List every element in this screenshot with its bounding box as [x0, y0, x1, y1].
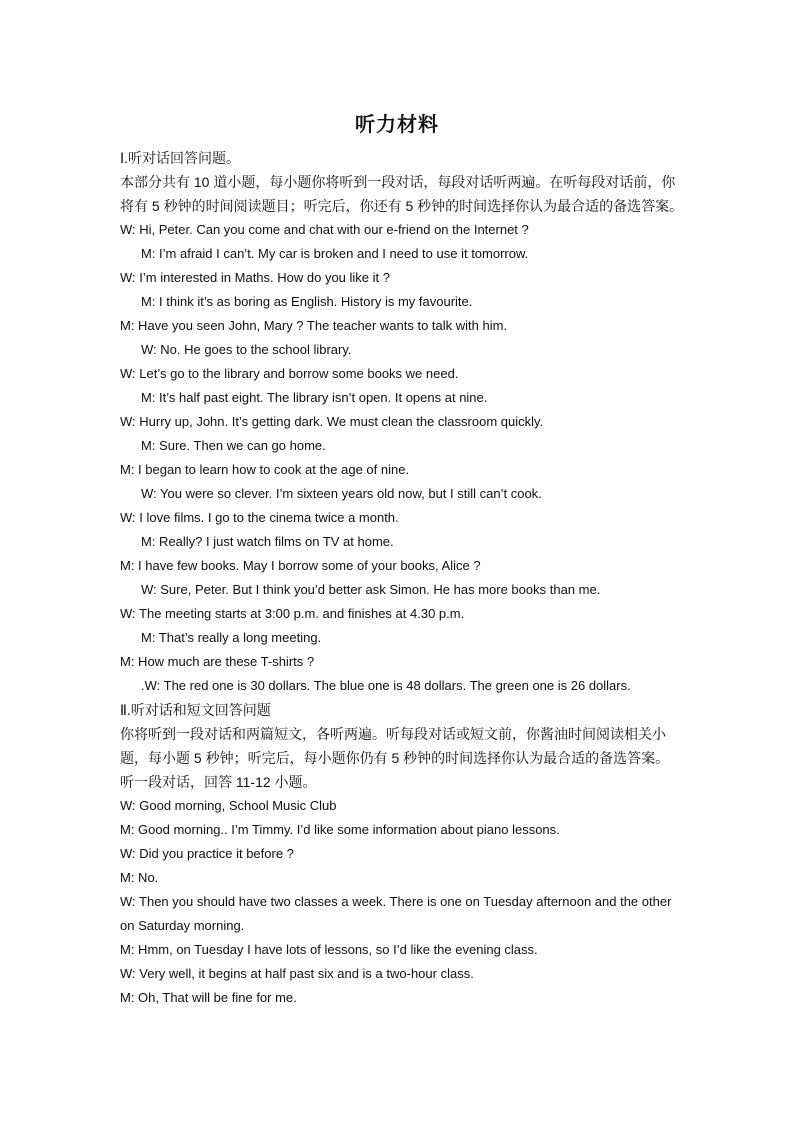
dialogue-line: M: It’s half past eight. The library isn’t open. It opens at nine. — [141, 390, 488, 405]
dialogue-line: M: I think it’s as boring as English. History is my favourite. — [141, 294, 473, 309]
dialogue-line: M: I’m afraid I can’t. My car is broken and I need to use it tomorrow. — [141, 246, 529, 261]
instruction-line: 听一段对话，回答 11-12 小题。 — [120, 774, 317, 790]
dialogue-line: W: I’m interested in Maths. How do you like it ? — [120, 270, 390, 285]
dialogue-line: W: Did you practice it before ? — [120, 846, 294, 861]
dialogue-line: M: Have you seen John, Mary ? The teacher wants to talk with him. — [120, 318, 508, 333]
dialogue-line: W: You were so clever. I’m sixteen years old now, but I still can’t cook. — [141, 486, 542, 501]
dialogue-line: W: I love films. I go to the cinema twice a month. — [120, 510, 399, 525]
dialogue-line: W: Hurry up, John. It’s getting dark. We must clean the classroom quickly. — [120, 414, 544, 429]
dialogue-line: W: Hi, Peter. Can you come and chat with our e-friend on the Internet ? — [120, 222, 529, 237]
instruction-line: Ⅰ.听对话回答问题。 — [120, 150, 241, 166]
dialogue-line: M: Good morning.. I’m Timmy. I’d like some information about piano lessons. — [120, 822, 560, 837]
instruction-line: 题，每小题 5 秒钟；听完后，每小题你仍有 5 秒钟的时间选择你认为最合适的备选答案。 — [120, 750, 670, 766]
dialogue-line: W: The meeting starts at 3:00 p.m. and finishes at 4.30 p.m. — [120, 606, 465, 621]
page-title: 听力材料 — [355, 114, 439, 136]
instruction-line: 你将听到一段对话和两篇短文，各听两遍。听每段对话或短文前，你酱油时间阅读相关小 — [120, 726, 666, 742]
dialogue-line: W: Very well, it begins at half past six and is a two-hour class. — [120, 966, 474, 981]
dialogue-line: W: Good morning, School Music Club — [120, 798, 337, 813]
instruction-line: 本部分共有 10 道小题，每小题你将听到一段对话，每段对话听两遍。在听每段对话前，你 — [120, 174, 676, 190]
dialogue-line: M: How much are these T-shirts ? — [120, 654, 315, 669]
instruction-line: 将有 5 秒钟的时间阅读题目；听完后，你还有 5 秒钟的时间选择你认为最合适的备选答案。 — [120, 198, 684, 214]
dialogue-line: W: Then you should have two classes a week. There is one on Tuesday afternoon and the other — [120, 894, 672, 909]
dialogue-line: M: Oh, That will be fine for me. — [120, 990, 297, 1005]
dialogue-line: M: No. — [120, 870, 159, 885]
dialogue-line: W: Sure, Peter. But I think you’d better ask Simon. He has more books than me. — [141, 582, 601, 597]
dialogue-line: on Saturday morning. — [120, 918, 245, 933]
dialogue-line: W: No. He goes to the school library. — [141, 342, 352, 357]
dialogue-line: M: Hmm, on Tuesday I have lots of lessons, so I’d like the evening class. — [120, 942, 538, 957]
dialogue-line: M: Really? I just watch films on TV at home. — [141, 534, 394, 549]
dialogue-line: M: Sure. Then we can go home. — [141, 438, 326, 453]
dialogue-line: W: Let’s go to the library and borrow some books we need. — [120, 366, 459, 381]
dialogue-line: .W: The red one is 30 dollars. The blue one is 48 dollars. The green one is 26 dollars. — [141, 678, 631, 693]
dialogue-line: M: I have few books. May I borrow some of your books, Alice ? — [120, 558, 481, 573]
instruction-line: Ⅱ.听对话和短文回答问题 — [120, 702, 271, 718]
dialogue-line: M: That’s really a long meeting. — [141, 630, 322, 645]
dialogue-line: M: I began to learn how to cook at the age of nine. — [120, 462, 410, 477]
